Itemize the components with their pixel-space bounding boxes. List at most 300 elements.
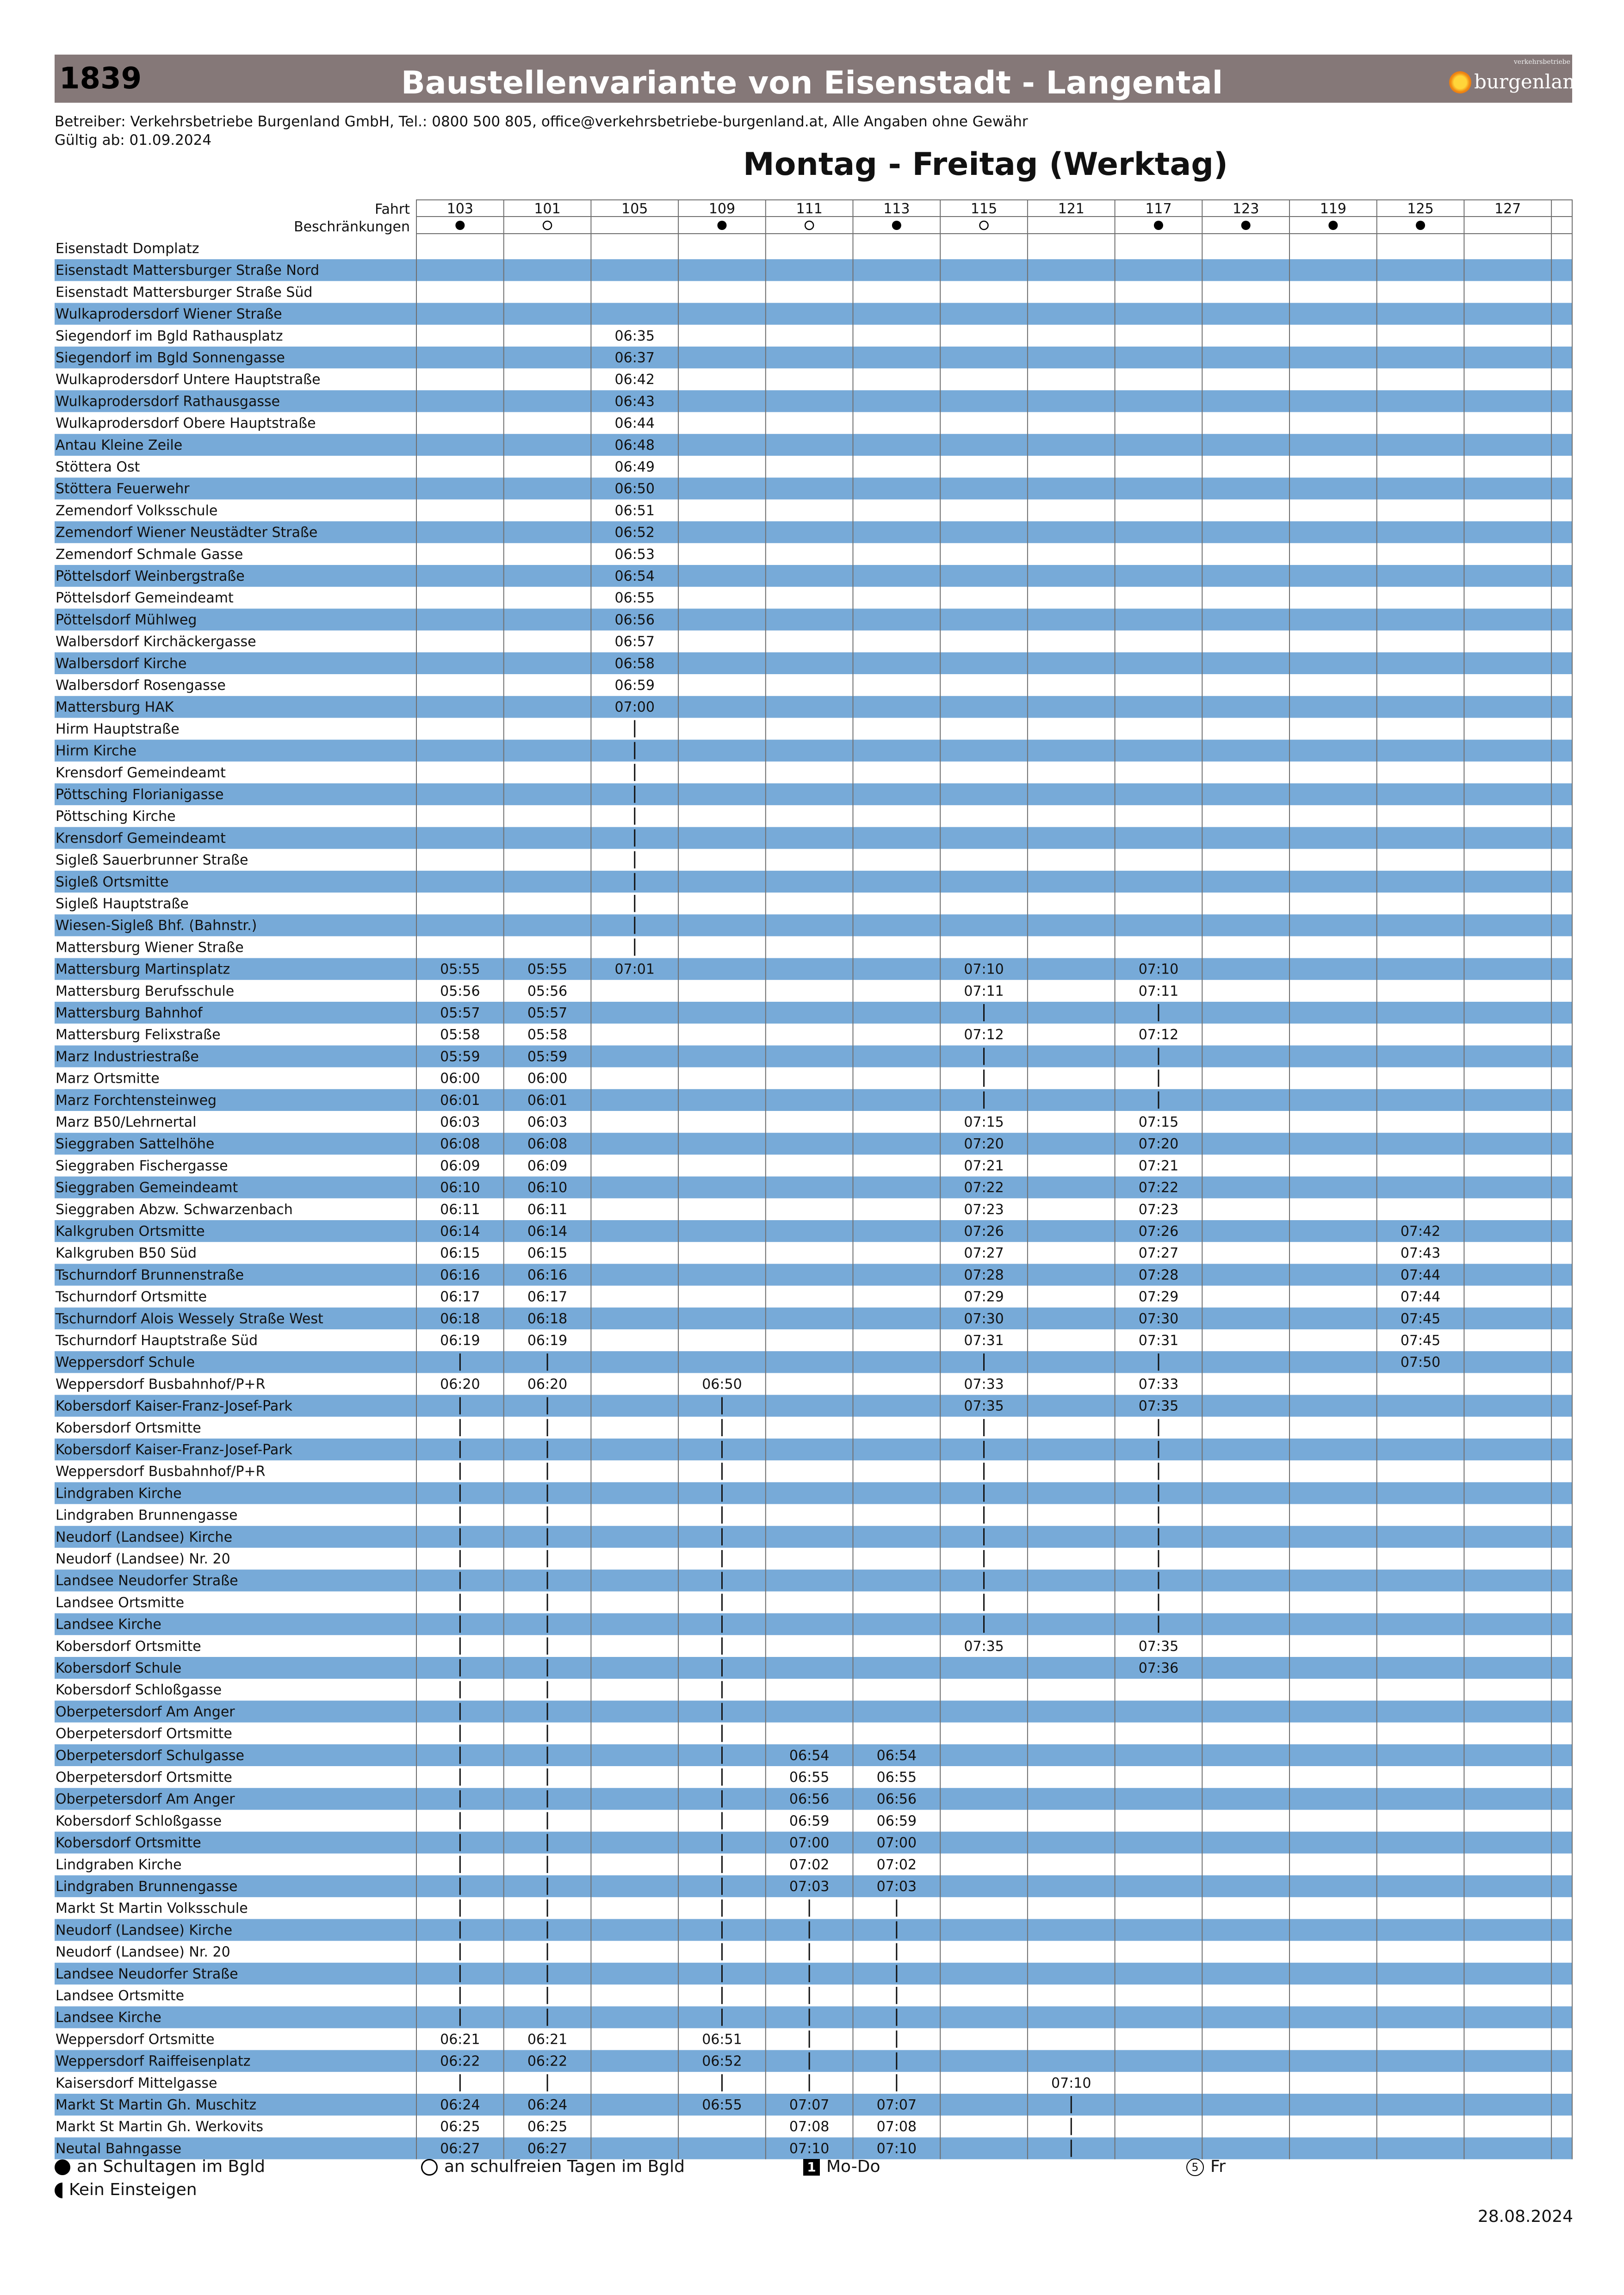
stop-name: Landsee Kirche xyxy=(56,1616,161,1633)
stop-name: Weppersdorf Raiffeisenplatz xyxy=(56,2053,251,2070)
stop-name: Landsee Kirche xyxy=(56,2010,161,2026)
departure-time: 07:35 xyxy=(964,1638,1004,1655)
trip-number: 117 xyxy=(1145,201,1172,217)
row-band xyxy=(55,652,1572,674)
departure-time: 06:54 xyxy=(789,1747,830,1764)
stop-name: Stöttera Feuerwehr xyxy=(56,481,190,497)
stop-name: Kobersdorf Schloßgasse xyxy=(56,1682,222,1699)
circled-five-icon: 5 xyxy=(1186,2159,1204,2176)
stop-name: Kobersdorf Schloßgasse xyxy=(56,1813,222,1830)
departure-time: 06:16 xyxy=(527,1267,568,1284)
departure-time: 06:54 xyxy=(876,1747,917,1764)
departure-time: 05:56 xyxy=(527,983,568,999)
logo-small-text: verkehrsbetriebe xyxy=(1513,58,1570,66)
departure-time: 07:11 xyxy=(964,983,1004,999)
departure-time: 07:21 xyxy=(964,1158,1004,1174)
departure-time: 07:22 xyxy=(1138,1179,1179,1196)
filled-circle-icon xyxy=(1328,221,1338,230)
stop-name: Kobersdorf Ortsmitte xyxy=(56,1420,201,1436)
stop-name: Markt St Martin Volksschule xyxy=(56,1900,248,1917)
departure-time: 07:02 xyxy=(876,1856,917,1873)
stop-name: Pöttelsdorf Gemeindeamt xyxy=(56,590,234,607)
departure-time: 07:30 xyxy=(1138,1310,1179,1327)
stop-name: Oberpetersdorf Schulgasse xyxy=(56,1747,245,1764)
open-circle-icon xyxy=(543,221,552,230)
departure-time: 07:22 xyxy=(964,1179,1004,1196)
trip-number: 115 xyxy=(970,201,998,217)
row-band xyxy=(55,1264,1572,1285)
stop-name: Lindgraben Kirche xyxy=(56,1856,182,1873)
departure-time: 06:01 xyxy=(527,1092,568,1109)
stop-name: Mattersburg Wiener Straße xyxy=(56,939,244,956)
stop-name: Wulkaprodersdorf Rathausgasse xyxy=(56,393,280,410)
stop-name: Marz B50/Lehrnertal xyxy=(56,1114,197,1130)
stop-name: Lindgraben Kirche xyxy=(56,1485,182,1502)
row-band xyxy=(55,827,1572,849)
stop-name: Oberpetersdorf Am Anger xyxy=(56,1704,235,1720)
row-band xyxy=(55,1002,1572,1023)
row-band xyxy=(55,958,1572,980)
departure-time: 06:09 xyxy=(527,1158,568,1174)
filled-circle-icon xyxy=(1416,221,1425,230)
departure-time: 06:55 xyxy=(876,1769,917,1786)
stop-name: Kobersdorf Kaiser-Franz-Josef-Park xyxy=(56,1398,292,1414)
filled-circle-icon xyxy=(55,2159,70,2175)
trip-number: 119 xyxy=(1320,201,1346,217)
row-band xyxy=(55,740,1572,762)
stop-name: Sigleß Ortsmitte xyxy=(56,874,169,890)
departure-time: 06:59 xyxy=(614,677,655,694)
departure-time: 06:20 xyxy=(440,1376,480,1393)
fahrt-label: Fahrt xyxy=(375,201,410,217)
row-band xyxy=(55,914,1572,936)
departure-time: 06:15 xyxy=(527,1245,568,1262)
departure-time: 07:45 xyxy=(1400,1333,1441,1349)
operator-info: Betreiber: Verkehrsbetriebe Burgenland GmbH, Tel.: 0800 500 805, office@verkehrsbetriebe-burgenland.at, Alle Angaben ohne Gewähr xyxy=(55,113,1028,130)
departure-time: 07:45 xyxy=(1400,1310,1441,1327)
departure-time: 07:23 xyxy=(964,1201,1004,1218)
row-band xyxy=(55,1045,1572,1067)
departure-time: 06:15 xyxy=(440,1245,480,1262)
departure-time: 06:55 xyxy=(614,590,655,607)
departure-time: 05:58 xyxy=(440,1027,480,1043)
stop-name: Neudorf (Landsee) Nr. 20 xyxy=(56,1551,230,1567)
half-circle-icon xyxy=(55,2183,62,2198)
stop-name: Oberpetersdorf Ortsmitte xyxy=(56,1725,232,1742)
stop-name: Neudorf (Landsee) Kirche xyxy=(56,1529,233,1545)
legend-school xyxy=(55,2156,265,2177)
departure-time: 06:49 xyxy=(614,459,655,475)
row-band xyxy=(55,696,1572,718)
departure-time: 07:23 xyxy=(1138,1201,1179,1218)
departure-time: 07:35 xyxy=(1138,1638,1179,1655)
departure-time: 07:03 xyxy=(789,1879,830,1895)
departure-time: 06:18 xyxy=(440,1310,480,1327)
stop-name: Kaisersdorf Mittelgasse xyxy=(56,2075,217,2091)
stop-name: Siegendorf im Bgld Sonnengasse xyxy=(56,350,285,366)
stop-name: Landsee Neudorfer Straße xyxy=(56,1573,238,1589)
valid-from: Gültig ab: 01.09.2024 xyxy=(55,132,212,149)
stop-name: Walbersdorf Kirche xyxy=(56,655,187,672)
departure-time: 06:10 xyxy=(440,1179,480,1196)
departure-time: 06:10 xyxy=(527,1179,568,1196)
boxed-one-icon: 1 xyxy=(803,2159,820,2176)
stop-name: Pöttelsdorf Mühlweg xyxy=(56,612,197,628)
departure-time: 06:51 xyxy=(702,2031,742,2048)
stop-name: Weppersdorf Busbahnhof/P+R xyxy=(56,1464,266,1480)
departure-time: 07:12 xyxy=(964,1027,1004,1043)
stop-name: Landsee Ortsmitte xyxy=(56,1988,185,2004)
trip-number: 125 xyxy=(1407,201,1434,217)
departure-time: 06:19 xyxy=(440,1333,480,1349)
departure-time: 07:03 xyxy=(876,1879,917,1895)
departure-time: 07:15 xyxy=(964,1114,1004,1130)
departure-time: 06:25 xyxy=(440,2119,480,2135)
departure-time: 05:56 xyxy=(440,983,480,999)
legend-noschool xyxy=(421,2156,685,2177)
stop-name: Eisenstadt Mattersburger Straße Süd xyxy=(56,284,313,301)
stop-name: Pöttsching Florianigasse xyxy=(56,787,224,803)
legend-fr-text: Fr xyxy=(1210,2157,1226,2176)
trip-number: 111 xyxy=(796,201,823,217)
row-band xyxy=(55,608,1572,630)
departure-time: 07:10 xyxy=(876,2140,917,2157)
departure-time: 05:55 xyxy=(440,961,480,978)
departure-time: 07:08 xyxy=(789,2119,830,2135)
departure-time: 06:52 xyxy=(702,2053,742,2070)
departure-time: 06:00 xyxy=(440,1070,480,1087)
row-band xyxy=(55,1700,1572,1722)
departure-time: 07:20 xyxy=(1138,1136,1179,1153)
departure-time: 07:30 xyxy=(964,1310,1004,1327)
departure-time: 07:11 xyxy=(1138,983,1179,999)
stop-name: Sieggraben Fischergasse xyxy=(56,1158,228,1174)
departure-time: 07:08 xyxy=(876,2119,917,2135)
stop-name: Markt St Martin Gh. Muschitz xyxy=(56,2097,257,2113)
departure-time: 07:27 xyxy=(964,1245,1004,1262)
row-band xyxy=(55,390,1572,412)
trip-number: 121 xyxy=(1058,201,1085,217)
stop-name: Wulkaprodersdorf Wiener Straße xyxy=(56,306,282,323)
trip-number: 127 xyxy=(1494,201,1521,217)
departure-time: 06:37 xyxy=(614,350,655,366)
stop-name: Wulkaprodersdorf Obere Hauptstraße xyxy=(56,415,316,432)
stop-name: Kobersdorf Schule xyxy=(56,1660,182,1676)
row-band xyxy=(55,1963,1572,1985)
stop-name: Mattersburg Felixstraße xyxy=(56,1027,221,1043)
departure-time: 06:08 xyxy=(440,1136,480,1153)
stop-name: Kalkgruben Ortsmitte xyxy=(56,1223,205,1240)
stop-name: Tschurndorf Alois Wessely Straße West xyxy=(56,1310,323,1327)
departure-time: 06:55 xyxy=(789,1769,830,1786)
departure-time: 06:50 xyxy=(702,1376,742,1393)
stop-name: Lindgraben Brunnengasse xyxy=(56,1507,238,1524)
row-band xyxy=(55,565,1572,587)
departure-time: 06:54 xyxy=(614,568,655,584)
row-band xyxy=(55,1177,1572,1198)
filled-circle-icon xyxy=(455,221,465,230)
departure-time: 07:15 xyxy=(1138,1114,1179,1130)
departure-time: 07:27 xyxy=(1138,1245,1179,1262)
departure-time: 07:28 xyxy=(964,1267,1004,1284)
departure-time: 06:19 xyxy=(527,1333,568,1349)
trip-number: 105 xyxy=(621,201,648,217)
departure-time: 06:43 xyxy=(614,393,655,410)
filled-circle-icon xyxy=(1154,221,1163,230)
departure-time: 06:22 xyxy=(440,2053,480,2070)
departure-time: 06:27 xyxy=(440,2140,480,2157)
day-title: Montag - Freitag (Werktag) xyxy=(743,146,1228,183)
stop-name: Pöttsching Kirche xyxy=(56,808,176,825)
stop-name: Mattersburg Martinsplatz xyxy=(56,961,230,978)
row-band xyxy=(55,2050,1572,2072)
departure-time: 05:57 xyxy=(440,1005,480,1021)
stop-name: Oberpetersdorf Ortsmitte xyxy=(56,1769,232,1786)
departure-time: 06:24 xyxy=(527,2097,568,2113)
open-circle-icon xyxy=(980,221,988,230)
open-circle-icon xyxy=(805,221,813,230)
stop-name: Neudorf (Landsee) Nr. 20 xyxy=(56,1944,230,1960)
filled-circle-icon xyxy=(717,221,726,230)
departure-time: 06:21 xyxy=(440,2031,480,2048)
departure-time: 06:11 xyxy=(440,1201,480,1218)
departure-time: 07:20 xyxy=(964,1136,1004,1153)
stop-name: Wiesen-Sigleß Bhf. (Bahnstr.) xyxy=(56,918,257,934)
departure-time: 06:17 xyxy=(527,1289,568,1305)
stop-name: Walbersdorf Rosengasse xyxy=(56,677,226,694)
stop-name: Sigleß Sauerbrunner Straße xyxy=(56,852,248,868)
departure-time: 06:42 xyxy=(614,372,655,388)
departure-time: 06:25 xyxy=(527,2119,568,2135)
departure-time: 07:44 xyxy=(1400,1267,1441,1284)
departure-time: 06:44 xyxy=(614,415,655,432)
row-band xyxy=(55,1526,1572,1548)
departure-time: 07:31 xyxy=(1138,1333,1179,1349)
line-number: 1839 xyxy=(59,62,142,96)
stop-name: Sieggraben Abzw. Schwarzenbach xyxy=(56,1201,293,1218)
departure-time: 07:43 xyxy=(1400,1245,1441,1262)
departure-time: 06:27 xyxy=(527,2140,568,2157)
departure-time: 06:00 xyxy=(527,1070,568,1087)
trip-number: 103 xyxy=(446,201,473,217)
row-band xyxy=(55,1220,1572,1242)
departure-time: 06:48 xyxy=(614,437,655,453)
stop-name: Tschurndorf Ortsmitte xyxy=(56,1289,207,1305)
departure-time: 06:57 xyxy=(614,633,655,650)
row-band xyxy=(55,1133,1572,1154)
departure-time: 06:03 xyxy=(527,1114,568,1130)
departure-time: 06:03 xyxy=(440,1114,480,1130)
departure-time: 05:59 xyxy=(440,1048,480,1065)
stop-name: Mattersburg Bahnhof xyxy=(56,1005,203,1021)
departure-time: 07:29 xyxy=(964,1289,1004,1305)
trip-number: 101 xyxy=(534,201,561,217)
stop-name: Hirm Hauptstraße xyxy=(56,721,180,738)
departure-time: 06:53 xyxy=(614,546,655,563)
logo-name: burgenland xyxy=(1474,70,1588,93)
stop-name: Siegendorf im Bgld Rathausplatz xyxy=(56,328,283,344)
stop-name: Marz Ortsmitte xyxy=(56,1070,160,1087)
departure-time: 07:00 xyxy=(876,1835,917,1851)
stop-name: Marz Forchtensteinweg xyxy=(56,1092,217,1109)
stop-name: Antau Kleine Zeile xyxy=(56,437,183,453)
stop-name: Sieggraben Sattelhöhe xyxy=(56,1136,215,1153)
departure-time: 06:14 xyxy=(527,1223,568,1240)
departure-time: 06:56 xyxy=(876,1791,917,1808)
stop-name: Landsee Neudorfer Straße xyxy=(56,1966,238,1982)
trip-number: 109 xyxy=(708,201,736,217)
filled-circle-icon xyxy=(892,221,901,230)
departure-time: 07:28 xyxy=(1138,1267,1179,1284)
stop-name: Neudorf (Landsee) Kirche xyxy=(56,1922,233,1939)
stop-name: Mattersburg HAK xyxy=(56,699,174,716)
row-band xyxy=(55,1613,1572,1635)
departure-time: 07:29 xyxy=(1138,1289,1179,1305)
departure-time: 06:50 xyxy=(614,481,655,497)
row-band xyxy=(55,1351,1572,1373)
departure-time: 07:31 xyxy=(964,1333,1004,1349)
departure-time: 07:21 xyxy=(1138,1158,1179,1174)
row-band xyxy=(55,434,1572,456)
stop-name: Weppersdorf Ortsmitte xyxy=(56,2031,215,2048)
departure-time: 06:18 xyxy=(527,1310,568,1327)
legend-no-boarding-text: Kein Einsteigen xyxy=(69,2180,197,2199)
stop-name: Tschurndorf Hauptstraße Süd xyxy=(56,1333,258,1349)
departure-time: 07:33 xyxy=(964,1376,1004,1393)
row-band xyxy=(55,1657,1572,1679)
filled-circle-icon xyxy=(1241,221,1251,230)
stop-name: Sieggraben Gemeindeamt xyxy=(56,1179,238,1196)
stop-name: Weppersdorf Schule xyxy=(56,1354,195,1371)
departure-time: 07:50 xyxy=(1400,1354,1441,1371)
stop-name: Krensdorf Gemeindeamt xyxy=(56,830,226,847)
departure-time: 06:16 xyxy=(440,1267,480,1284)
departure-time: 06:20 xyxy=(527,1376,568,1393)
departure-time: 07:10 xyxy=(1051,2075,1091,2091)
restrictions-label: Beschränkungen xyxy=(294,219,410,235)
stop-name: Marz Industriestraße xyxy=(56,1048,199,1065)
stop-name: Kobersdorf Kaiser-Franz-Josef-Park xyxy=(56,1442,292,1458)
departure-time: 07:26 xyxy=(1138,1223,1179,1240)
legend-school-text: an Schultagen im Bgld xyxy=(77,2157,265,2176)
stop-name: Walbersdorf Kirchäckergasse xyxy=(56,633,256,650)
departure-time: 06:22 xyxy=(527,2053,568,2070)
legend-mo-do-text: Mo-Do xyxy=(826,2157,880,2176)
row-band xyxy=(55,303,1572,325)
stop-name: Zemendorf Schmale Gasse xyxy=(56,546,243,563)
departure-time: 05:57 xyxy=(527,1005,568,1021)
departure-time: 07:10 xyxy=(1138,961,1179,978)
departure-time: 07:33 xyxy=(1138,1376,1179,1393)
stop-name: Neutal Bahngasse xyxy=(56,2140,182,2157)
stop-name: Markt St Martin Gh. Werkovits xyxy=(56,2119,264,2135)
departure-time: 06:09 xyxy=(440,1158,480,1174)
row-band xyxy=(55,783,1572,805)
stop-name: Zemendorf Wiener Neustädter Straße xyxy=(56,524,318,541)
departure-time: 06:52 xyxy=(614,524,655,541)
departure-time: 07:07 xyxy=(876,2097,917,2113)
departure-time: 06:35 xyxy=(614,328,655,344)
departure-time: 07:10 xyxy=(789,2140,830,2157)
row-band xyxy=(55,871,1572,893)
row-band xyxy=(55,2006,1572,2028)
stop-name: Eisenstadt Mattersburger Straße Nord xyxy=(56,262,320,279)
stop-name: Tschurndorf Brunnenstraße xyxy=(56,1267,244,1284)
footer-date: 28.08.2024 xyxy=(1477,2207,1573,2226)
departure-time: 06:58 xyxy=(614,655,655,672)
row-band xyxy=(55,478,1572,499)
departure-time: 07:42 xyxy=(1400,1223,1441,1240)
stop-name: Hirm Kirche xyxy=(56,743,137,759)
departure-time: 06:55 xyxy=(702,2097,742,2113)
departure-time: 07:10 xyxy=(964,961,1004,978)
row-band xyxy=(55,1569,1572,1591)
row-band xyxy=(55,1089,1572,1111)
legend-noschool-text: an schulfreien Tagen im Bgld xyxy=(444,2157,685,2176)
legend-no-boarding xyxy=(55,2179,197,2201)
departure-time: 07:01 xyxy=(614,961,655,978)
departure-time: 06:24 xyxy=(440,2097,480,2113)
stop-name: Zemendorf Volksschule xyxy=(56,502,218,519)
stop-name: Kobersdorf Ortsmitte xyxy=(56,1638,201,1655)
stop-name: Landsee Ortsmitte xyxy=(56,1594,185,1611)
departure-time: 07:26 xyxy=(964,1223,1004,1240)
departure-time: 07:35 xyxy=(1138,1398,1179,1414)
route-title: Baustellenvariante von Eisenstadt - Langental xyxy=(401,65,1223,101)
departure-time: 06:51 xyxy=(614,502,655,519)
open-circle-icon xyxy=(421,2159,438,2176)
departure-time: 07:35 xyxy=(964,1398,1004,1414)
departure-time: 07:36 xyxy=(1138,1660,1179,1676)
stop-name: Kalkgruben B50 Süd xyxy=(56,1245,197,1262)
departure-time: 06:11 xyxy=(527,1201,568,1218)
departure-time: 06:59 xyxy=(876,1813,917,1830)
legend-mo-do xyxy=(803,2156,880,2177)
trip-number: 113 xyxy=(883,201,910,217)
departure-time: 06:56 xyxy=(789,1791,830,1808)
stop-name: Eisenstadt Domplatz xyxy=(56,241,199,257)
departure-time: 06:17 xyxy=(440,1289,480,1305)
departure-time: 06:56 xyxy=(614,612,655,628)
row-band xyxy=(55,1482,1572,1504)
departure-time: 06:21 xyxy=(527,2031,568,2048)
departure-time: 06:01 xyxy=(440,1092,480,1109)
trip-number: 123 xyxy=(1233,201,1259,217)
departure-time: 05:58 xyxy=(527,1027,568,1043)
stop-name: Wulkaprodersdorf Untere Hauptstraße xyxy=(56,372,321,388)
stop-name: Lindgraben Brunnengasse xyxy=(56,1879,238,1895)
stop-name: Pöttelsdorf Weinbergstraße xyxy=(56,568,245,584)
departure-time: 05:59 xyxy=(527,1048,568,1065)
stop-name: Stöttera Ost xyxy=(56,459,140,475)
stop-name: Mattersburg Berufsschule xyxy=(56,983,235,999)
departure-time: 07:12 xyxy=(1138,1027,1179,1043)
stop-name: Krensdorf Gemeindeamt xyxy=(56,764,226,781)
legend-fr xyxy=(1186,2156,1226,2177)
stop-name: Weppersdorf Busbahnhof/P+R xyxy=(56,1376,266,1393)
departure-time: 06:59 xyxy=(789,1813,830,1830)
stop-name: Sigleß Hauptstraße xyxy=(56,896,189,912)
row-band xyxy=(55,1919,1572,1941)
stop-name: Oberpetersdorf Am Anger xyxy=(56,1791,235,1808)
stop-name: Kobersdorf Ortsmitte xyxy=(56,1835,201,1851)
departure-time: 06:14 xyxy=(440,1223,480,1240)
departure-time: 07:00 xyxy=(614,699,655,716)
departure-time: 07:00 xyxy=(789,1835,830,1851)
departure-time: 07:07 xyxy=(789,2097,830,2113)
departure-time: 06:08 xyxy=(527,1136,568,1153)
departure-time: 07:02 xyxy=(789,1856,830,1873)
